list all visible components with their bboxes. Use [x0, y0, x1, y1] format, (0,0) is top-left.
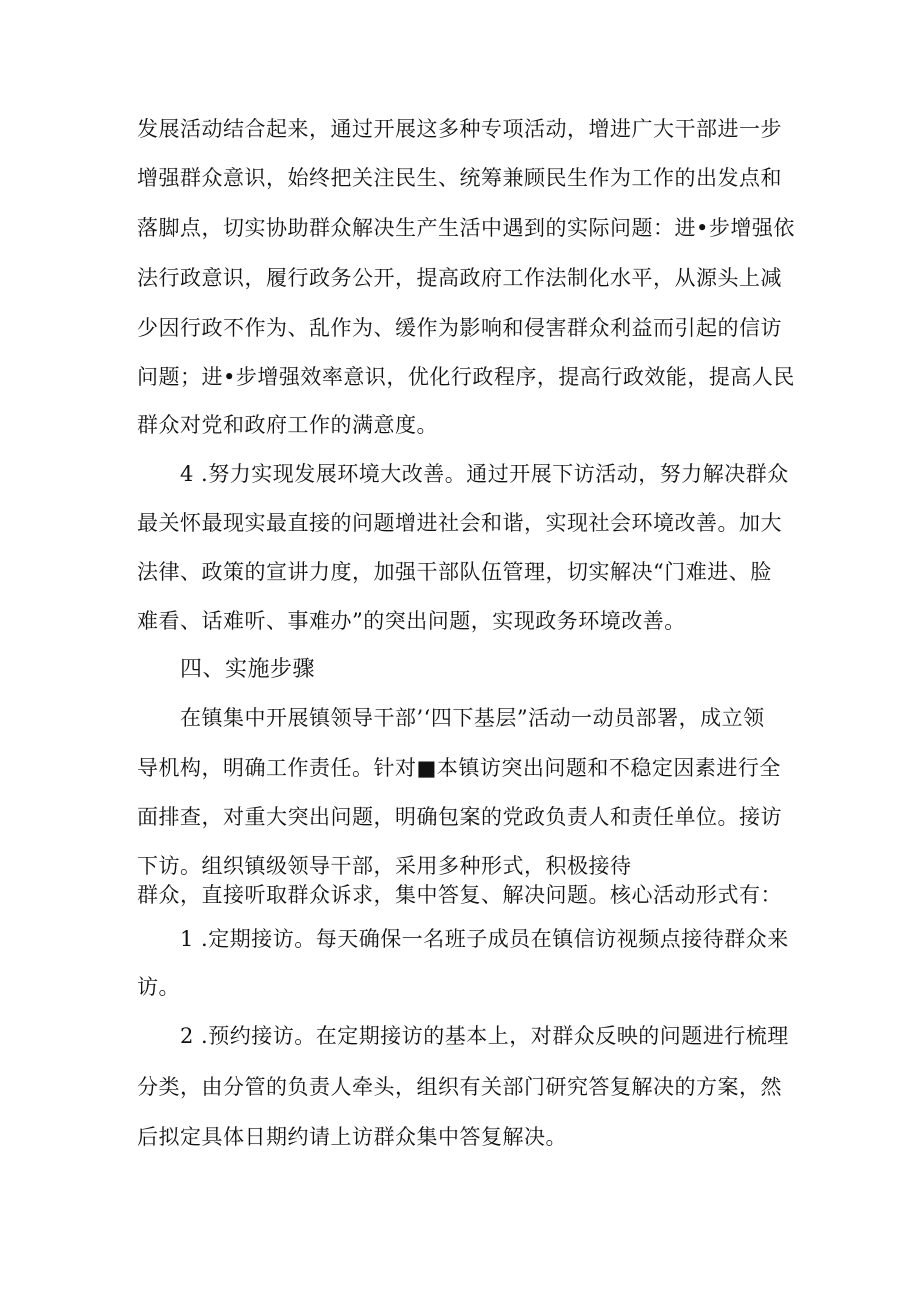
paragraph-line: 导机构，明确工作责任。针对■本镇访突出问题和不稳定因素进行全	[137, 756, 781, 780]
paragraph-line: 4 .努力实现发展环境大改善。通过开展下访活动，努力解决群众	[180, 462, 789, 486]
paragraph-line: 下访。组织镇级领导干部，采用多种形式，积极接待	[137, 854, 632, 878]
paragraph-line: 增强群众意识，始终把关注民生、统筹兼顾民生作为工作的出发点和	[137, 166, 782, 190]
paragraph-line: 问题；进•步增强效率意识，优化行政程序，提高行政效能，提高人民	[137, 365, 795, 389]
paragraph-line: 法律、政策的宣讲力度，加强干部队伍管理，切实解决“门难进、脸	[137, 560, 772, 584]
paragraph-line: 后拟定具体日期约请上访群众集中答复解决。	[137, 1125, 567, 1149]
paragraph-line: 2 .预约接访。在定期接访的基本上，对群众反映的问题进行梳理	[180, 1024, 789, 1048]
paragraph-line: 难看、话难听、事难办”的突出问题，实现政务环境改善。	[137, 609, 686, 633]
paragraph-line: 1 .定期接访。每天确保一名班子成员在镇信访视频点接待群众来	[180, 927, 789, 951]
paragraph-line: 在镇集中开展镇领导干部’‘四下基层”活动一动员部署，成立领	[180, 706, 765, 730]
section-heading: 四、实施步骤	[180, 657, 316, 682]
paragraph-line: 群众，直接听取群众诉求，集中答复、解决问题。核心活动形式有：	[137, 883, 782, 907]
paragraph-line: 发展活动结合起来，通过开展这多种专项活动，增进广大干部进一步	[137, 117, 782, 141]
paragraph-line: 落脚点，切实协助群众解决生产生活中遇到的实际问题：进•步增强依	[137, 216, 795, 240]
paragraph-line: 面排查，对重大突出问题，明确包案的党政负责人和责任单位。接访	[137, 805, 782, 829]
paragraph-line: 法行政意识，履行政务公开，提高政府工作法制化水平，从源头上减	[137, 266, 782, 290]
paragraph-line: 分类，由分管的负责人牵头，组织有关部门研究答复解决的方案，然	[137, 1075, 782, 1099]
paragraph-line: 最关怀最现实最直接的问题增进社会和谐，实现社会环境改善。加大	[137, 511, 782, 535]
paragraph-line: 访。	[137, 975, 180, 999]
paragraph-line: 群众对党和政府工作的满意度。	[137, 413, 438, 437]
paragraph-line: 少因行政不作为、乱作为、缓作为影响和侵害群众利益而引起的信访	[137, 316, 782, 340]
